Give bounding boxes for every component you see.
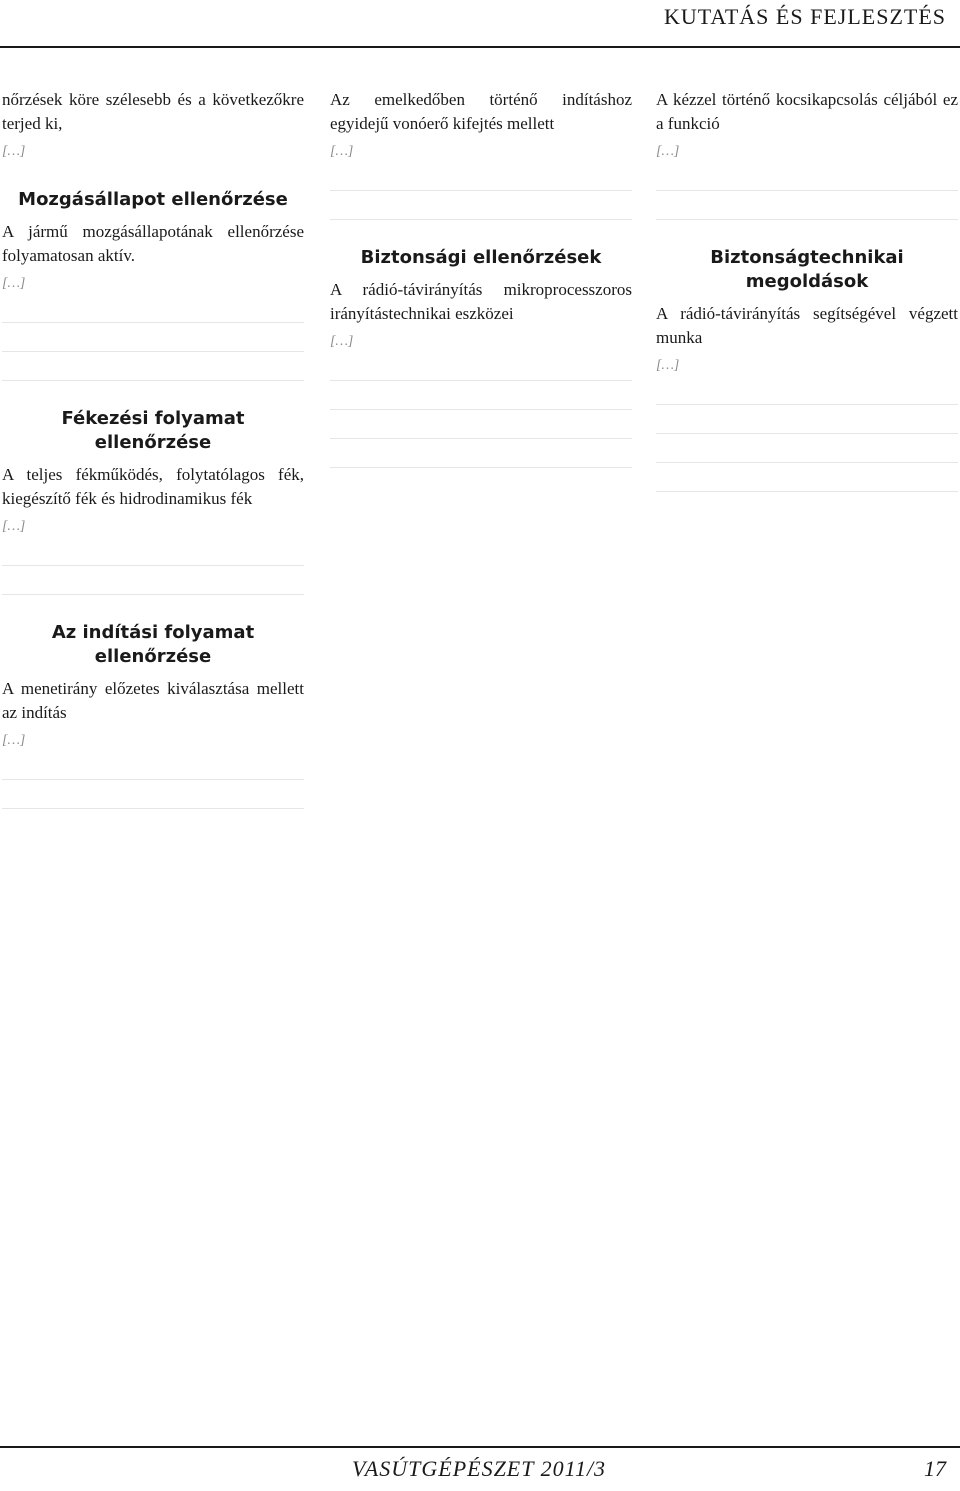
section-heading: Biztonsági ellenőrzések: [360, 247, 602, 268]
omitted-text-marker: […]: [2, 276, 26, 291]
section-manual-coupling: [656, 88, 958, 220]
column-2: [330, 88, 632, 494]
text-line-placeholder: [2, 784, 304, 809]
section-intro: [2, 88, 304, 162]
section-excerpt: Az emelkedőben történő indításhoz egyidejű vonóerő kifejtés mellett: [330, 90, 632, 133]
running-header: KUTATÁS ÉS FEJLESZTÉS: [663, 4, 946, 29]
text-line-placeholder: [2, 541, 304, 566]
column-3: [656, 88, 958, 518]
section-heading: Az indítási folyamat ellenőrzése: [51, 622, 255, 667]
omitted-text-marker: […]: [330, 334, 354, 349]
text-line-placeholder: [2, 570, 304, 595]
section-safety-checks: [330, 246, 632, 468]
section-braking: [2, 407, 304, 595]
section-excerpt: A kézzel történő kocsikapcsolás céljából ez a funkció: [656, 90, 958, 133]
text-line-placeholder: [656, 467, 958, 492]
text-line-placeholder: [656, 195, 958, 220]
section-start-process: [2, 621, 304, 809]
text-line-placeholder: [656, 166, 958, 191]
article-body: [0, 88, 960, 1408]
section-motion-state: [2, 188, 304, 381]
text-line-placeholder: [330, 356, 632, 381]
section-excerpt: A menetirány előzetes kiválasztása mellett az indítás: [2, 679, 304, 722]
omitted-text-marker: […]: [330, 144, 354, 159]
text-line-placeholder: [2, 755, 304, 780]
section-heading: Fékezési folyamat ellenőrzése: [61, 408, 245, 453]
section-safety-technology: [656, 246, 958, 492]
text-line-placeholder: [330, 385, 632, 410]
text-line-placeholder: [656, 409, 958, 434]
text-line-placeholder: [330, 443, 632, 468]
omitted-text-marker: […]: [2, 733, 26, 748]
section-excerpt: A rádió-távirányítás segítségével végzett munka: [656, 304, 958, 347]
section-excerpt: A teljes fékműködés, folytatólagos fék, kiegészítő fék és hidrodinamikus fék: [2, 465, 304, 508]
omitted-text-marker: […]: [2, 519, 26, 534]
text-line-placeholder: [2, 298, 304, 323]
text-line-placeholder: [656, 380, 958, 405]
section-excerpt: nőrzések köre szélesebb és a következőkre terjed ki,: [2, 90, 304, 133]
omitted-text-marker: […]: [2, 144, 26, 159]
text-line-placeholder: [2, 356, 304, 381]
text-line-placeholder: [330, 195, 632, 220]
text-line-placeholder: [330, 414, 632, 439]
section-excerpt: A rádió-távirányítás mikroprocesszoros irányítástechnikai eszközei: [330, 280, 632, 323]
section-hill-start: [330, 88, 632, 220]
text-line-placeholder: [656, 438, 958, 463]
section-heading: Biztonságtechnikai megoldások: [710, 247, 904, 292]
footer-rule: [0, 1446, 960, 1448]
text-line-placeholder: [2, 327, 304, 352]
section-heading: Mozgásállapot ellenőrzése: [18, 189, 288, 210]
omitted-text-marker: […]: [656, 144, 680, 159]
omitted-text-marker: […]: [656, 358, 680, 373]
section-excerpt: A jármű mozgásállapotának ellenőrzése folyamatosan aktív.: [2, 222, 304, 265]
page-number: 17: [924, 1456, 946, 1481]
text-line-placeholder: [330, 166, 632, 191]
journal-name: VASÚTGÉPÉSZET 2011/3: [352, 1456, 607, 1481]
header-rule: [0, 46, 960, 48]
column-1: [2, 88, 304, 835]
